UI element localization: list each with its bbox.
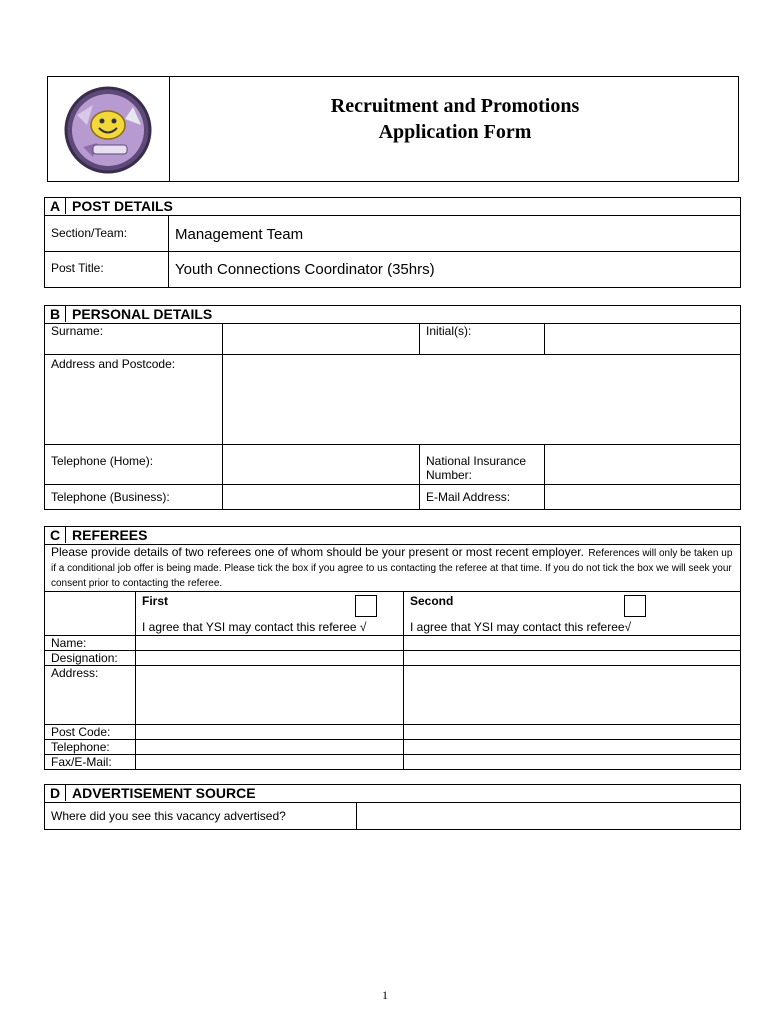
ni-number-field[interactable] — [545, 445, 741, 485]
referee-header-blank — [45, 592, 136, 636]
section-a-header — [45, 198, 741, 216]
post-title-label: Post Title: — [45, 252, 169, 288]
first-referee-postcode-field[interactable] — [136, 725, 404, 740]
logo-cell — [48, 77, 170, 181]
first-referee-label: First — [142, 594, 169, 608]
telephone-home-field[interactable] — [223, 445, 420, 485]
second-referee-consent: I agree that YSI may contact this referee√ — [410, 620, 632, 634]
first-referee-consent: I agree that YSI may contact this referee √ — [142, 620, 367, 634]
form-header — [47, 76, 739, 182]
telephone-business-field[interactable] — [223, 485, 420, 510]
section-b-header — [45, 306, 741, 324]
initials-label: Initial(s): — [420, 324, 545, 355]
post-title-value[interactable]: Youth Connections Coordinator (35hrs) — [169, 252, 741, 288]
address-label: Address and Postcode: — [45, 355, 223, 445]
email-field[interactable] — [545, 485, 741, 510]
section-c-header — [45, 527, 741, 545]
section-post-details — [44, 197, 741, 288]
referee-telephone-label: Telephone: — [45, 740, 136, 755]
initials-field[interactable] — [545, 324, 741, 355]
section-team-label: Section/Team: — [45, 216, 169, 252]
second-referee-fax-email-field[interactable] — [404, 755, 741, 770]
organization-logo — [63, 85, 153, 175]
referee-name-label: Name: — [45, 636, 136, 651]
referee-fax-email-label: Fax/E-Mail: — [45, 755, 136, 770]
surname-label: Surname: — [45, 324, 223, 355]
first-referee-telephone-field[interactable] — [136, 740, 404, 755]
second-referee-header — [404, 592, 741, 636]
first-referee-address-field[interactable] — [136, 666, 404, 725]
referee-designation-label: Designation: — [45, 651, 136, 666]
second-referee-telephone-field[interactable] — [404, 740, 741, 755]
section-team-value[interactable]: Management Team — [169, 216, 741, 252]
advertisement-answer-field[interactable] — [357, 803, 741, 830]
section-advertisement-source — [44, 784, 741, 830]
section-letter: C — [45, 527, 66, 543]
section-letter: B — [45, 306, 66, 322]
section-referees — [44, 526, 741, 770]
first-referee-header — [136, 592, 404, 636]
section-title: PERSONAL DETAILS — [72, 306, 213, 322]
advertisement-question: Where did you see this vacancy advertised? — [45, 803, 357, 830]
section-personal-details — [44, 305, 741, 510]
telephone-business-label: Telephone (Business): — [45, 485, 223, 510]
email-label: E-Mail Address: — [420, 485, 545, 510]
first-referee-checkbox[interactable] — [355, 595, 377, 617]
referee-address-label: Address: — [45, 666, 136, 725]
second-referee-checkbox[interactable] — [624, 595, 646, 617]
second-referee-address-field[interactable] — [404, 666, 741, 725]
section-letter: D — [45, 785, 66, 801]
first-referee-name-field[interactable] — [136, 636, 404, 651]
form-title-line-2: Application Form — [378, 121, 532, 143]
second-referee-postcode-field[interactable] — [404, 725, 741, 740]
surname-field[interactable] — [223, 324, 420, 355]
referees-intro — [45, 545, 741, 592]
form-title-line-1: Recruitment and Promotions — [330, 95, 580, 117]
referee-postcode-label: Post Code: — [45, 725, 136, 740]
referees-intro-main: Please provide details of two referees one of whom should be your present or most recent employer. — [51, 545, 584, 559]
second-referee-name-field[interactable] — [404, 636, 741, 651]
telephone-home-label: Telephone (Home): — [45, 445, 223, 485]
address-field[interactable] — [223, 355, 741, 445]
section-title: POST DETAILS — [72, 198, 173, 214]
second-referee-designation-field[interactable] — [404, 651, 741, 666]
section-title: REFEREES — [72, 527, 148, 543]
second-referee-label: Second — [410, 594, 454, 608]
section-letter: A — [45, 198, 66, 214]
first-referee-fax-email-field[interactable] — [136, 755, 404, 770]
referees-intro-small: References will only be taken up if a conditional job offer is being made. Please tick the box if you agree to us contacting the referee at that time. If you do not tick the box we will seek your consent prior to contacting the referee. — [51, 548, 733, 589]
section-title: ADVERTISEMENT SOURCE — [72, 785, 256, 801]
section-d-header — [45, 785, 741, 803]
page-number: 1 — [382, 988, 388, 1002]
ni-number-label: National Insurance Number: — [420, 445, 545, 485]
first-referee-designation-field[interactable] — [136, 651, 404, 666]
